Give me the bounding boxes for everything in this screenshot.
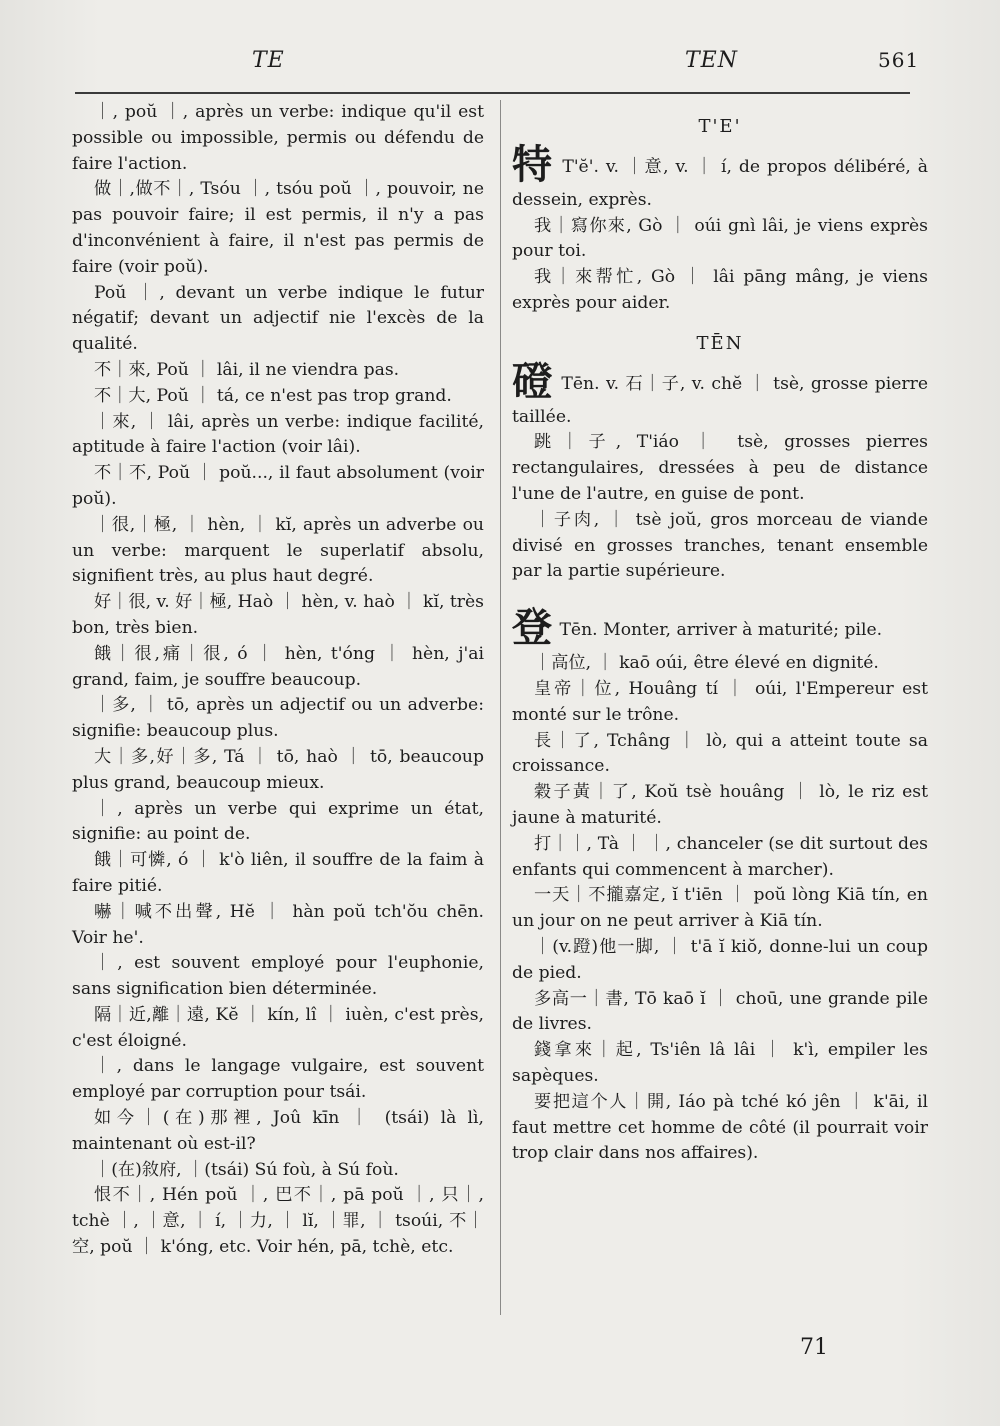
right-column (512, 100, 928, 1167)
dictionary-entry: 大｜多,好｜多, Tá ｜ tō, haò ｜ tō, beaucoup plus grand, beaucoup mieux. (72, 746, 484, 793)
dictionary-entry: 跳｜子, T'iáo ｜ tsè, grosses pierres rectangulaires, dressées à peu de distance l'une de l'autre, en guise de pont. (512, 432, 928, 504)
dictionary-entry: ｜(v.蹬)他一脚, ｜ t'ā ĭ kiŏ, donne-lui un coup de pied. (512, 936, 928, 983)
dictionary-entry: ｜, est souvent employé pour l'euphonie, sans signification bien déterminée. (72, 953, 484, 1000)
running-head-left: TE (252, 48, 285, 73)
column-divider (500, 100, 501, 1315)
section-gap (512, 585, 928, 605)
dictionary-entry: 一天｜不攏嘉定, ĭ t'iēn ｜ poŭ lòng Kiā tín, en un jour on ne peut arriver à Kiā tín. (512, 885, 928, 932)
dictionary-entry: 皇帝｜位, Houâng tí ｜ oúi, l'Empereur est monté sur le trône. (512, 678, 928, 725)
dictionary-entry: 長｜了, Tchâng ｜ lò, qui a atteint toute sa croissance. (512, 730, 928, 777)
dictionary-entry: ｜多, ｜ tō, après un adjectif ou un adverbe: signifie: beaucoup plus. (72, 695, 484, 742)
dictionary-entry: ｜高位, ｜ kaō oúi, être élevé en dignité. (534, 653, 879, 674)
header-rule (75, 92, 910, 94)
dictionary-entry: 不｜不, Poŭ ｜ poŭ..., il faut absolument (voir poŭ). (72, 463, 484, 509)
dictionary-entry: 隔｜近,離｜遠, Kĕ ｜ kín, lî ｜ iuèn, c'est près, c'est éloigné. (72, 1004, 484, 1051)
dictionary-entry: 多高一｜書, Tō kaō ĭ ｜ choū, une grande pile de livres. (512, 988, 928, 1035)
page-number: 561 (878, 48, 920, 72)
dictionary-entry: ｜, après un verbe qui exprime un état, signifie: au point de. (72, 798, 484, 845)
dictionary-entry: 我｜寫你來, Gò ｜ oúi gnì lâi, je viens exprès pour toi. (512, 215, 928, 262)
dictionary-entry: ｜, dans le langage vulgaire, est souvent employé par corruption pour tsái. (72, 1056, 484, 1103)
headword-character: 特 (512, 140, 554, 188)
dictionary-entry: 穀子黃｜了, Koŭ tsè houâng ｜ lò, le riz est jaune à maturité. (512, 782, 928, 828)
section-heading: T'E' (698, 116, 742, 137)
dictionary-entry: Poŭ ｜, devant un verbe indique le futur négatif; devant un adjectif nie l'excès de la qualité. (72, 282, 484, 355)
dictionary-entry-headword: 特 T'ĕ'. v. ｜意, v. ｜ í, de propos délibéré, à dessein, exprès. (512, 140, 928, 210)
dictionary-entry: 錢拿來｜起, Ts'iên lâ lâi ｜ k'ì, empiler les sapèques. (512, 1040, 928, 1086)
signature-number: 71 (800, 1335, 828, 1360)
dictionary-entry: 餓｜可憐, ó ｜ k'ò liên, il souffre de la faim à faire pitié. (72, 850, 484, 896)
dictionary-entry: 如今｜(在)那裡, Joû kīn ｜ (tsái) là lì, maintenant où est-il? (72, 1108, 484, 1154)
dictionary-entry: 不｜來, Poŭ ｜ lâi, il ne viendra pas. (94, 359, 400, 380)
dictionary-entry: ｜來, ｜ lâi, après un verbe: indique facilité, aptitude à faire l'action (voir lâi). (72, 411, 484, 458)
headword-character: 登 (512, 604, 552, 652)
dictionary-entry: ｜, poŭ ｜, après un verbe: indique qu'il est possible ou impossible, permis ou défendu de faire l'action. (72, 102, 484, 174)
section-heading: TĒN (696, 332, 744, 354)
dictionary-entry: 要把這个人｜開, Iáo pà tché kó jên ｜ k'āi, il faut mettre cet homme de côté (il pourrait voir trop clair dans nos affaires). (512, 1091, 928, 1164)
dictionary-entry: 好｜很, v. 好｜極, Haò ｜ hèn, v. haò ｜ kĭ, très bon, très bien. (72, 592, 484, 638)
dictionary-entry-headword: 磴 Tēn. v. 石｜子, v. chĕ ｜ tsè, grosse pierre taillée. (512, 357, 929, 427)
dictionary-entry: 嚇｜喊不出聲, Hĕ ｜ hàn poŭ tch'ŏu chēn. Voir he'. (72, 901, 484, 948)
dictionary-entry-headword: 登 Tēn. Monter, arriver à maturité; pile. (512, 604, 883, 652)
dictionary-entry: 餓｜很,痛｜很, ó ｜ hèn, t'óng ｜ hèn, j'ai grand, faim, je souffre beaucoup. (72, 643, 484, 690)
headword-character: 磴 (512, 357, 553, 405)
dictionary-entry: ｜子肉, ｜ tsè joŭ, gros morceau de viande divisé en grosses tranches, tenant ensemble par la partie supérieure. (512, 509, 928, 582)
dictionary-entry: 打｜｜, Tà ｜ ｜, chanceler (se dit surtout des enfants qui commencent à marcher). (512, 833, 928, 880)
running-head-center: TEN (685, 48, 738, 73)
dictionary-entry: 我｜來帮忙, Gò ｜ lâi pāng mâng, je viens exprès pour aider. (512, 267, 928, 313)
dictionary-entry: 做｜,做不｜, Tsóu ｜, tsóu poŭ ｜, pouvoir, ne pas pouvoir faire; il est permis, il n'y a pas d'inconvénient à faire, il n'est pas permis de faire (voir poŭ). (72, 179, 484, 277)
left-column (72, 100, 484, 1261)
dictionary-entry: ｜(在)敘府, ｜(tsái) Sú foù, à Sú foù. (94, 1159, 399, 1180)
dictionary-entry: ｜很,｜極, ｜ hèn, ｜ kĭ, après un adverbe ou un verbe: marquent le superlatif absolu, signifient très, au plus haut degré. (72, 514, 484, 587)
dictionary-entry: 不｜大, Poŭ ｜ tá, ce n'est pas trop grand. (94, 385, 452, 406)
dictionary-entry: 恨不｜, Hén poŭ ｜, 巴不｜, pā poŭ ｜, 只｜, tchè ｜, ｜意, ｜ í, ｜力, ｜ lĭ, ｜罪, ｜ tsoúi, 不｜空, poŭ ｜ k'óng, etc. Voir hén, pā, tchè, etc. (72, 1185, 484, 1258)
